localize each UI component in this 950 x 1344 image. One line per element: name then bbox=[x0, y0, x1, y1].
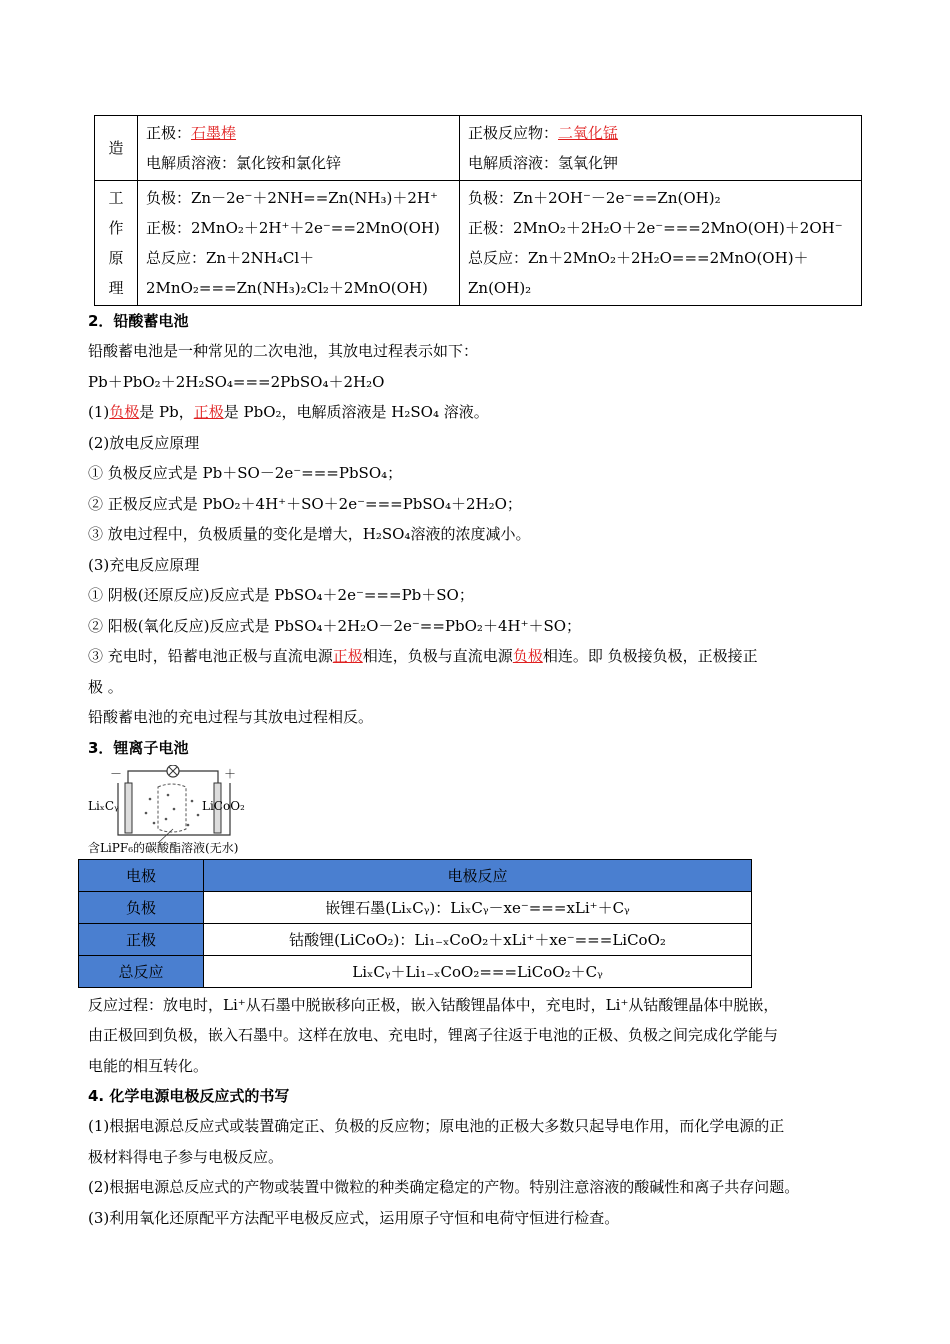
alkaline-structure-cell: 正极反应物：二氧化锰 电解质溶液：氢氧化钾 bbox=[460, 116, 862, 181]
paragraph: 铅酸蓄电池的充电过程与其放电过程相反。 bbox=[88, 708, 374, 726]
row-label-principle: 工 作 原 理 bbox=[95, 181, 138, 306]
paragraph: (3)利用氧化还原配平方法配平电极反应式，运用原子守恒和电荷守恒进行检查。 bbox=[88, 1208, 620, 1227]
paragraph: (3)充电反应原理 bbox=[88, 555, 200, 574]
paragraph: 极 。 bbox=[88, 677, 123, 696]
reaction-negative: 嵌锂石墨(LiₓCᵧ)：LiₓCᵧ－xe⁻===xLi⁺＋Cᵧ bbox=[204, 891, 752, 923]
charging-negative-answer: 负极 bbox=[512, 647, 543, 665]
anode-label: LiₓCᵧ bbox=[88, 798, 119, 813]
positive-reactant-answer: 二氧化锰 bbox=[558, 124, 619, 142]
header-electrode: 电极 bbox=[79, 859, 204, 891]
lithium-battery-diagram bbox=[88, 765, 258, 857]
paragraph: ① 阴极(还原反应)反应式是 PbSO₄＋2e⁻===Pb＋SO； bbox=[88, 586, 474, 604]
electrode-reaction-table bbox=[78, 859, 752, 988]
paragraph: ② 阳极(氧化反应)反应式是 PbSO₄＋2H₂O－2e⁻==PbO₂＋4H⁺＋SO； bbox=[88, 616, 582, 635]
paragraph: ① 负极反应式是 Pb＋SO－2e⁻===PbSO₄； bbox=[88, 464, 403, 482]
paragraph: 极材料得电子参与电极反应。 bbox=[88, 1147, 284, 1166]
charging-positive-answer: 正极 bbox=[332, 647, 363, 665]
paragraph: 铅酸蓄电池是一种常见的二次电池，其放电过程表示如下： bbox=[88, 342, 479, 360]
electrolyte-caption: 含LiPF₆的碳酸酯溶液(无水) bbox=[88, 840, 239, 855]
alkaline-reactions-cell: 负极：Zn＋2OH⁻－2e⁻==Zn(OH)₂ 正极：2MnO₂＋2H₂O＋2e⁻===2MnO(OH)＋2OH⁻ 总反应：Zn＋2MnO₂＋2H₂O===2MnO(OH)＋ Zn(OH)₂ bbox=[460, 181, 862, 306]
reaction-total: LiₓCᵧ＋Li₁₋ₓCoO₂===LiCoO₂＋Cᵧ bbox=[204, 955, 752, 987]
paragraph: (2)根据电源总反应式的产物或装置中微粒的种类确定稳定的产物。特别注意溶液的酸碱性和离子共存问题。 bbox=[88, 1178, 800, 1196]
row-positive: 正极 bbox=[79, 923, 204, 955]
zinc-manganese-structure-cell: 正极：石墨棒 电解质溶液：氯化铵和氯化锌 bbox=[138, 116, 460, 181]
equation: Pb＋PbO₂＋2H₂SO₄===2PbSO₄＋2H₂O bbox=[88, 372, 385, 391]
negative-answer: 负极 bbox=[109, 403, 140, 421]
section-heading-electrode-writing: 4. 化学电源电极反应式的书写 bbox=[88, 1087, 290, 1105]
battery-comparison-table bbox=[94, 115, 862, 306]
paragraph: (2)放电反应原理 bbox=[88, 433, 200, 452]
positive-answer: 正极 bbox=[193, 403, 224, 421]
row-total: 总反应 bbox=[79, 955, 204, 987]
paragraph: 由正极回到负极，嵌入石墨中。这样在放电、充电时，锂离子往返于电池的正极、负极之间完成化学能与 bbox=[88, 1026, 779, 1044]
row-negative: 负极 bbox=[79, 891, 204, 923]
paragraph: (1)负极是 Pb，正极是 PbO₂，电解质溶液是 H₂SO₄ 溶液。 bbox=[88, 403, 489, 421]
paragraph: ③ 充电时，铅蓄电池正极与直流电源正极相连，负极与直流电源负极相连。即 负极接负极，正极接正 bbox=[88, 647, 758, 665]
document-page bbox=[88, 115, 878, 1233]
row-label-structure: 造 bbox=[95, 116, 138, 181]
header-reaction: 电极反应 bbox=[204, 859, 752, 891]
cathode-label: LiCoO₂ bbox=[202, 798, 245, 813]
section-heading-lead-acid: 2．铅酸蓄电池 bbox=[88, 312, 189, 330]
minus-sign: － bbox=[110, 766, 123, 781]
zinc-manganese-reactions-cell: 负极：Zn－2e⁻＋2NH==Zn(NH₃)＋2H⁺ 正极：2MnO₂＋2H⁺＋2e⁻==2MnO(OH) 总反应：Zn＋2NH₄Cl＋ 2MnO₂===Zn(NH₃)₂Cl₂＋2MnO(OH) bbox=[138, 181, 460, 306]
plus-sign: ＋ bbox=[224, 766, 237, 781]
paragraph: 电能的相互转化。 bbox=[88, 1056, 209, 1075]
section-heading-lithium: 3．锂离子电池 bbox=[88, 738, 189, 757]
paragraph: 反应过程：放电时，Li⁺从石墨中脱嵌移向正极，嵌入钴酸锂晶体中，充电时，Li⁺从钴酸锂晶体中脱嵌， bbox=[88, 995, 779, 1014]
paragraph: ③ 放电过程中，负极质量的变化是增大，H₂SO₄溶液的浓度减小。 bbox=[88, 525, 531, 543]
positive-electrode-answer: 石墨棒 bbox=[191, 124, 237, 142]
reaction-positive: 钴酸锂(LiCoO₂)：Li₁₋ₓCoO₂＋xLi⁺＋xe⁻===LiCoO₂ bbox=[204, 923, 752, 955]
paragraph: (1)根据电源总反应式或装置确定正、负极的反应物；原电池的正极大多数只起导电作用，而化学电源的正 bbox=[88, 1117, 785, 1135]
paragraph: ② 正极反应式是 PbO₂＋4H⁺＋SO＋2e⁻===PbSO₄＋2H₂O； bbox=[88, 494, 522, 513]
